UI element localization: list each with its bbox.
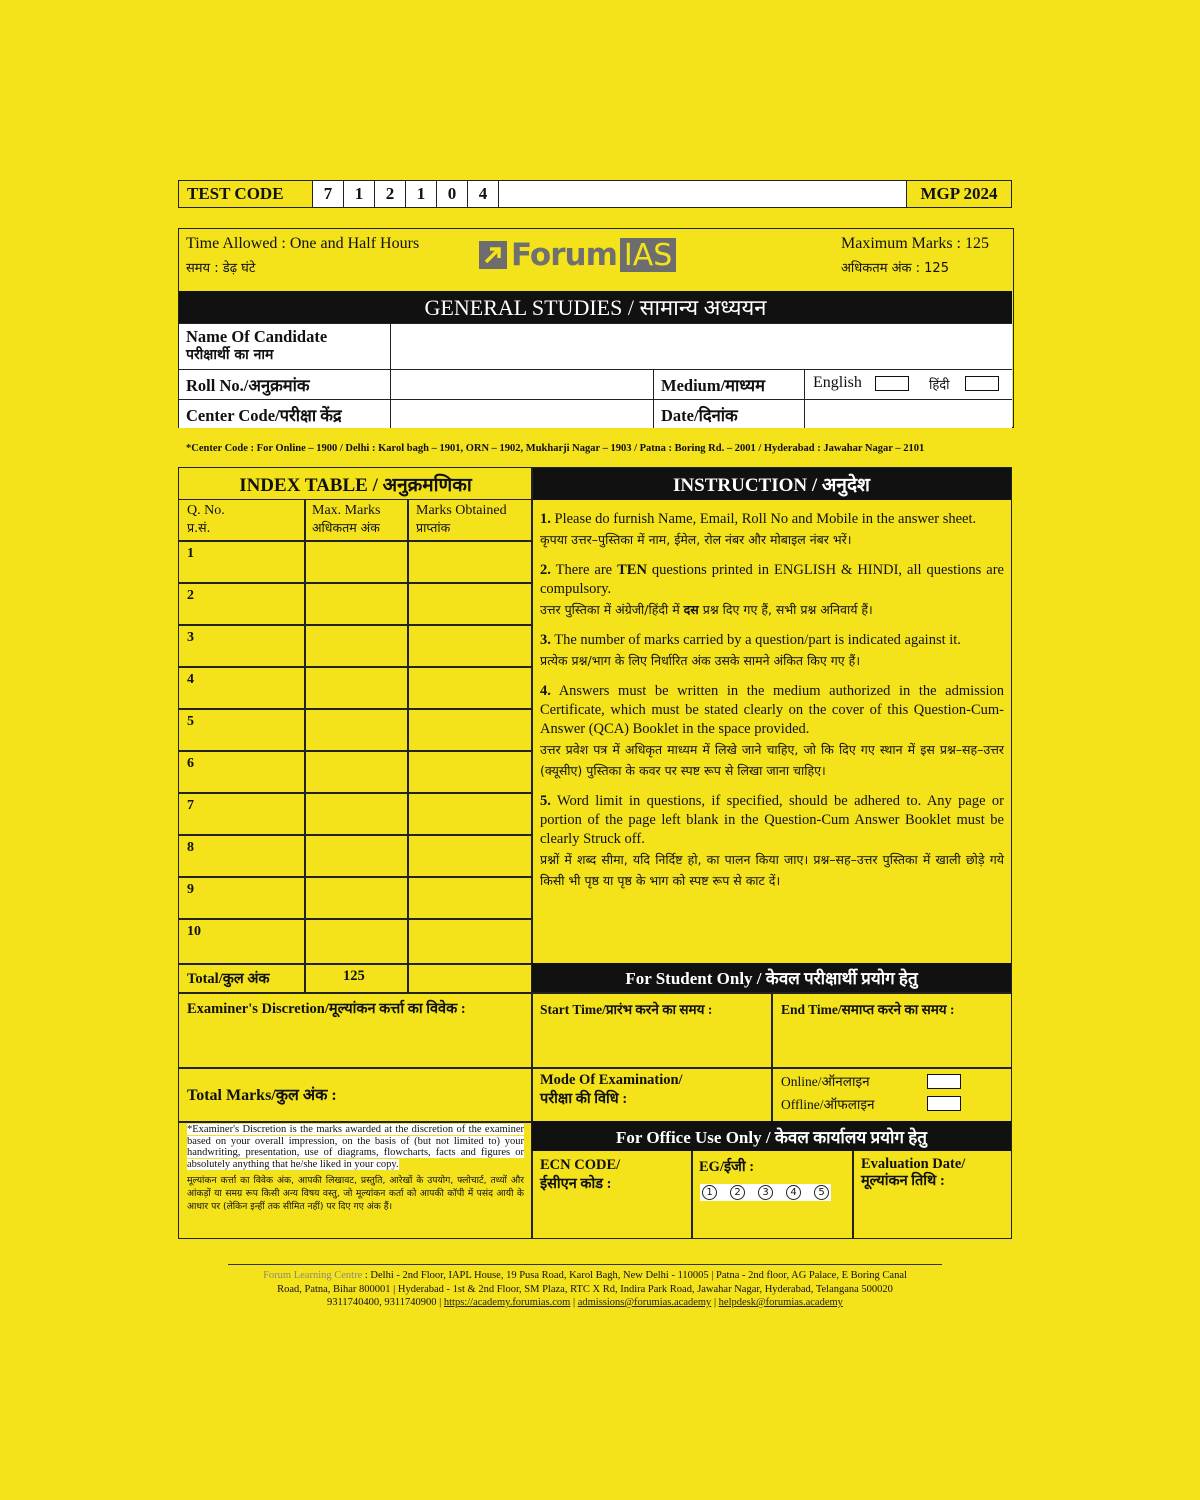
footer-phones: 9311740400, 9311740900 [327, 1297, 437, 1308]
mode-label-hi: परीक्षा की विधि : [540, 1091, 628, 1107]
time-allowed: Time Allowed : One and Half Hours [186, 235, 420, 252]
start-time-label: Start Time/प्रारंभ करने का समय : [540, 1002, 713, 1017]
eg-option[interactable]: 3 [758, 1185, 773, 1200]
examiner-note-text [187, 1124, 524, 1170]
question-number: 2 [187, 588, 194, 603]
question-number: 8 [187, 840, 194, 855]
test-code-digit: 1 [406, 181, 437, 207]
hindi-label: हिंदी [929, 378, 950, 393]
row-divider [179, 876, 531, 878]
instruction-text: Please do furnish Name, Email, Roll No and Mobile in the answer sheet. [554, 511, 977, 527]
logo-forum-text: Forum [511, 237, 617, 273]
student-only-title-text: For Student Only / केवल परीक्षार्थी प्रयोग हेतु [625, 969, 918, 988]
total-marks-label: Total Marks/कुल अंक : [187, 1087, 337, 1104]
footer [228, 1264, 942, 1310]
question-number: 7 [187, 798, 194, 813]
test-code-label: TEST CODE [179, 181, 313, 207]
question-number: 5 [187, 714, 194, 729]
col-qno-hi: प्र.सं. [187, 520, 211, 535]
name-label [179, 324, 391, 369]
time-allowed-hindi: समय : डेढ़ घंटे [186, 261, 256, 276]
instruction-text: Answers must be written in the medium authorized in the admission Certificate, which must be stated clearly on the cover of this Question-Cum-Answer (QCA) Booklet in the space provided. [540, 683, 1004, 737]
name-row [179, 323, 1012, 369]
test-code-digit: 2 [375, 181, 406, 207]
instruction-text-hindi [540, 599, 1004, 620]
instruction-number: 2. [540, 562, 551, 578]
row-divider [179, 750, 531, 752]
hindi-checkbox[interactable] [965, 376, 999, 391]
instruction-text-hindi-part: उत्तर पुस्तिका में अंग्रेजी/हिंदी में [540, 602, 684, 617]
max-marks-hindi: अधिकतम अंक : 125 [841, 261, 949, 276]
row-divider [179, 992, 1011, 994]
office-use-title [532, 1121, 1011, 1151]
instruction-text: questions printed in ENGLISH & HINDI, all questions are compulsory. [540, 562, 1004, 597]
eg-option[interactable]: 2 [730, 1185, 745, 1200]
office-use-title-text: For Office Use Only / केवल कार्यालय प्रयोग हेतु [616, 1127, 927, 1147]
examiner-note [187, 1124, 524, 1213]
divider [852, 1151, 854, 1239]
col-qno-en: Q. No. [187, 503, 225, 518]
row-divider [179, 624, 531, 626]
instruction-text: There are [555, 562, 618, 578]
eg-label: EG/ईजी : [699, 1159, 755, 1175]
instruction-text-hindi-part: प्रश्न दिए गए हैं, सभी प्रश्न अनिवार्य हैं। [698, 602, 873, 617]
col-obtained-hi: प्राप्तांक [416, 520, 451, 535]
series-label: MGP 2024 [907, 181, 1011, 207]
instruction-text: Word limit in questions, if specified, should be adhered to. Any page or portion of the page left blank in the Question-Cum Answer Booklet must be clearly Struck off. [540, 793, 1005, 847]
instruction-item [540, 631, 1004, 671]
index-table-title: INDEX TABLE / अनुक्रमणिका [179, 468, 532, 500]
helpdesk-email-link[interactable]: helpdesk@forumias.academy [718, 1297, 843, 1308]
medium-options [805, 370, 1012, 399]
test-code-digit: 0 [437, 181, 468, 207]
row-divider [179, 963, 531, 965]
question-number: 4 [187, 672, 194, 687]
website-link[interactable]: https://academy.forumias.com [443, 1297, 571, 1308]
question-number: 1 [187, 546, 194, 561]
center-code-note: *Center Code : For Online – 1900 / Delhi : Karol bagh – 1901, ORN – 1902, Mukharji Nagar – 1903 / Patna : Boring Rd. – 2001 / Hyderabad : Jawahar Nagar – 2101 [186, 443, 925, 454]
center-label: Center Code/परीक्षा केंद्र [179, 400, 391, 428]
end-time-label: End Time/समाप्त करने का समय : [781, 1002, 955, 1017]
evaluation-date-label [861, 1156, 965, 1190]
logo-ias-text: IAS [620, 238, 676, 272]
row-divider [179, 582, 531, 584]
footer-address: : Delhi - 2nd Floor, IAPL House, 19 Pusa Road, Karol Bagh, New Delhi - 110005 | Patna - 2nd floor, AG Palace, E Boring Canal [362, 1270, 907, 1281]
instruction-text-hindi: प्रश्नों में शब्द सीमा, यदि निर्दिष्ट हो, का पालन किया जाए। प्रश्न–सह–उत्तर पुस्तिका में खाली छोड़े गये किसी भी पृष्ठ या पृष्ठ के भाग को स्पष्ट रूप से काट दें। [540, 852, 1004, 888]
instruction-text-hindi: प्रत्येक प्रश्न/भाग के लिए निर्धारित अंक उसके सामने अंकित किए गए हैं। [540, 653, 861, 668]
total-label: Total/कुल अंक [187, 971, 270, 987]
examiner-note-head: *Examiner's Discretion [187, 1124, 287, 1135]
instruction-text-hindi: उत्तर प्रवेश पत्र में अधिकृत माध्यम में लिखे जाने चाहिए, जो कि दिए गए स्थान में इस प्रश्न–सह–उत्तर (क्यूसीए) पुस्तिका के कवर पर स्पष्ट रूप से लिखा जाना चाहिए। [540, 742, 1004, 778]
row-divider [179, 666, 531, 668]
instruction-list [540, 510, 1004, 902]
offline-label: Offline/ऑफलाइन [781, 1097, 875, 1112]
examiner-note-hindi: मूल्यांकन कर्त्ता का विवेक अंक, आपकी लिखावट, प्रस्तुति, आरेखों के उपयोग, फ्लोचार्ट, तथ्यों और आंकड़ों या समग्र रूप किसी अन्य विषय वस्तु, जो मूल्यांकन कर्ता को आपकी कॉपी में पसंद आयी के आधार पर (लेकिन इन्हीं तक सीमित नहीं) पर दिए गए अंक हैं। [187, 1175, 524, 1212]
eg-option[interactable]: 5 [814, 1185, 829, 1200]
ecn-label-hi: ईसीएन कोड : [540, 1176, 612, 1192]
instruction-item [540, 682, 1004, 781]
instruction-title: INSTRUCTION / अनुदेश [532, 468, 1011, 500]
ecn-code-label [540, 1156, 620, 1194]
question-number: 9 [187, 882, 194, 897]
english-checkbox[interactable] [875, 376, 909, 391]
col-max-hi: अधिकतम अंक [312, 520, 380, 535]
arrow-icon [479, 241, 507, 269]
admissions-email-link[interactable]: admissions@forumias.academy [577, 1297, 712, 1308]
question-number: 10 [187, 924, 201, 939]
test-code-bar [178, 180, 1012, 208]
instruction-text-hindi: कृपया उत्तर–पुस्तिका में नाम, ईमेल, रोल नंबर और मोबाइल नंबर भरें। [540, 532, 852, 547]
instruction-number: 5. [540, 793, 551, 809]
online-label: Online/ऑनलाइन [781, 1074, 870, 1089]
row-divider [179, 1067, 1011, 1069]
col-max-header [312, 502, 380, 536]
offline-checkbox[interactable] [927, 1096, 961, 1111]
divider [771, 1067, 773, 1121]
subject-title [179, 291, 1012, 323]
examiner-note-en: is the marks awarded at the discretion of the examiner based on your overall impression, on the basis of (but not limited to) your handwriting, presentation, use of diagrams, flowcharts, facts and figures or absolutely anything that he/she liked in your copy. [187, 1124, 524, 1170]
row-divider [179, 792, 531, 794]
medium-label: Medium/माध्यम [654, 370, 805, 399]
instruction-number: 1. [540, 511, 551, 527]
eg-option[interactable]: 1 [702, 1185, 717, 1200]
col-obtained-header [416, 502, 507, 536]
instruction-emphasis: TEN [617, 562, 647, 578]
footer-line-3: 9311740400, 9311740900 | https://academy.forumias.com | admissions@forumias.academy | helpdesk@forumias.academy [327, 1297, 843, 1308]
test-code-blank [499, 181, 907, 207]
divider [691, 1151, 693, 1239]
col-obtained-en: Marks Obtained [416, 503, 507, 518]
footer-line-2: Road, Patna, Bihar 800001 | Hyderabad - 1st & 2nd Floor, SM Plaza, RTC X Rd, Indira Park Road, Jawahar Nagar, Hyderabad, Telangana 500020 [277, 1283, 893, 1295]
roll-field[interactable] [391, 370, 654, 399]
forumias-logo [479, 237, 676, 273]
instruction-text: The number of marks carried by a question/part is indicated against it. [554, 632, 961, 648]
date-field[interactable] [805, 400, 1012, 428]
mode-of-examination [540, 1071, 683, 1109]
instruction-item [540, 561, 1004, 620]
instruction-item [540, 510, 1004, 550]
footer-brand-sub: Learning Centre [291, 1270, 363, 1281]
examiner-discretion-label: Examiner's Discretion/मूल्यांकन कर्त्ता का विवेक : [187, 1001, 466, 1017]
footer-line-1 [228, 1269, 942, 1283]
eval-label-en: Evaluation Date/ [861, 1156, 966, 1172]
test-code-digit: 1 [344, 181, 375, 207]
center-row [179, 399, 1012, 428]
instruction-item [540, 792, 1004, 891]
divider [771, 992, 773, 1067]
col-qno-header [187, 502, 225, 536]
name-label-en: Name Of Candidate [186, 327, 328, 346]
test-code-digit: 7 [313, 181, 344, 207]
main-table [178, 467, 1012, 1239]
name-label-hi: परीक्षार्थी का नाम [186, 347, 274, 363]
question-number: 6 [187, 756, 194, 771]
online-checkbox[interactable] [927, 1074, 961, 1089]
ecn-label-en: ECN CODE/ [540, 1157, 621, 1173]
center-field[interactable] [391, 400, 654, 428]
subject-title-text: GENERAL STUDIES / सामान्य अध्ययन [424, 295, 767, 320]
instruction-emphasis-hindi: दस [683, 602, 699, 617]
instruction-number: 3. [540, 632, 551, 648]
row-divider [179, 1121, 531, 1123]
max-marks: Maximum Marks : 125 [841, 235, 989, 252]
col-max-en: Max. Marks [312, 503, 381, 518]
eval-label-hi: मूल्यांकन तिथि : [861, 1173, 945, 1189]
row-divider [179, 918, 531, 920]
row-divider [179, 708, 531, 710]
roll-label: Roll No./अनुक्रमांक [179, 370, 391, 399]
date-label: Date/दिनांक [654, 400, 805, 428]
instruction-number: 4. [540, 683, 551, 699]
row-divider [179, 834, 531, 836]
test-code-digit: 4 [468, 181, 499, 207]
question-number: 3 [187, 630, 194, 645]
roll-row [179, 369, 1012, 399]
student-only-title [532, 963, 1011, 992]
total-value: 125 [343, 968, 365, 984]
name-field[interactable] [391, 324, 1012, 369]
english-label: English [813, 374, 862, 391]
mode-label-en: Mode Of Examination/ [540, 1072, 683, 1088]
eg-option[interactable]: 4 [786, 1185, 801, 1200]
eg-options [700, 1184, 831, 1201]
header-box [178, 228, 1014, 428]
row-divider [179, 540, 531, 542]
footer-brand: Forum [263, 1270, 292, 1281]
